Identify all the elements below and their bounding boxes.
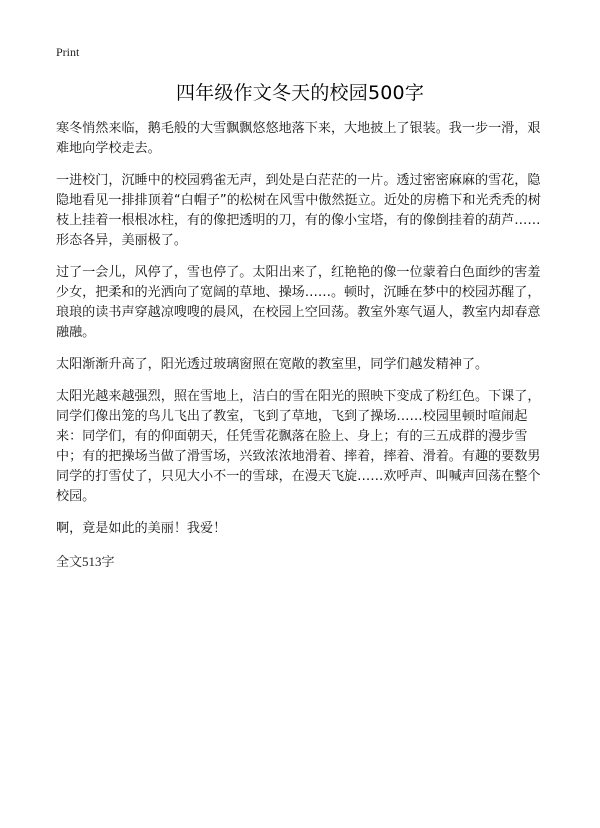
- word-count: 全文513字: [56, 554, 115, 569]
- page-title: 四年级作文冬天的校园500字: [175, 82, 425, 104]
- article-body: [56, 119, 552, 570]
- paragraph: 一进校门，沉睡中的校园鸦雀无声，到处是白茫茫的一片。透过密密麻麻的雪花，隐隐地看见一排排顶着“白帽子”的松树在风雪中傲然挺立。近处的房檐下和光秃秃的树枝上挂着一根根冰柱，有的像把透明的刀，有的像小宝塔，有的像倒挂着的葫芦……形态各异，美丽极了。: [56, 173, 541, 248]
- paragraph: 太阳渐渐升高了，阳光透过玻璃窗照在宽敞的教室里，同学们越发精神了。: [56, 357, 489, 372]
- paragraph: 过了一会儿，风停了，雪也停了。太阳出来了，红艳艳的像一位蒙着白色面纱的害羞少女，把柔和的光洒向了宽阔的草地、操场……。顿时，沉睡在梦中的校园苏醒了，琅琅的读书声穿越凉嗖嗖的晨风，在校园上空回荡。教室外寒气逼人，教室内却春意融融。: [56, 265, 541, 340]
- print-link[interactable]: Print: [56, 45, 80, 59]
- paragraph: 太阳光越来越强烈，照在雪地上，洁白的雪在阳光的照映下变成了粉红色。下课了，同学们像出笼的鸟儿飞出了教室，飞到了草地，飞到了操场……校园里顿时喧闹起来：同学们，有的仰面朝天，任凭雪花飘落在脸上、身上；有的三五成群的漫步雪中；有的把操场当做了滑雪场，兴致浓浓地滑着、摔着，摔着、滑着。有趣的要数男同学的打雪仗了，只见大小不一的雪球，在漫天飞旋……欢呼声、叫喊声回荡在整个校园。: [56, 389, 541, 504]
- paragraph: 寒冬悄然来临，鹅毛般的大雪飘飘悠悠地落下来，大地披上了银装。我一步一滑，艰难地向学校走去。: [56, 121, 541, 156]
- paragraph: 啊，竟是如此的美丽！我爱！: [56, 521, 227, 536]
